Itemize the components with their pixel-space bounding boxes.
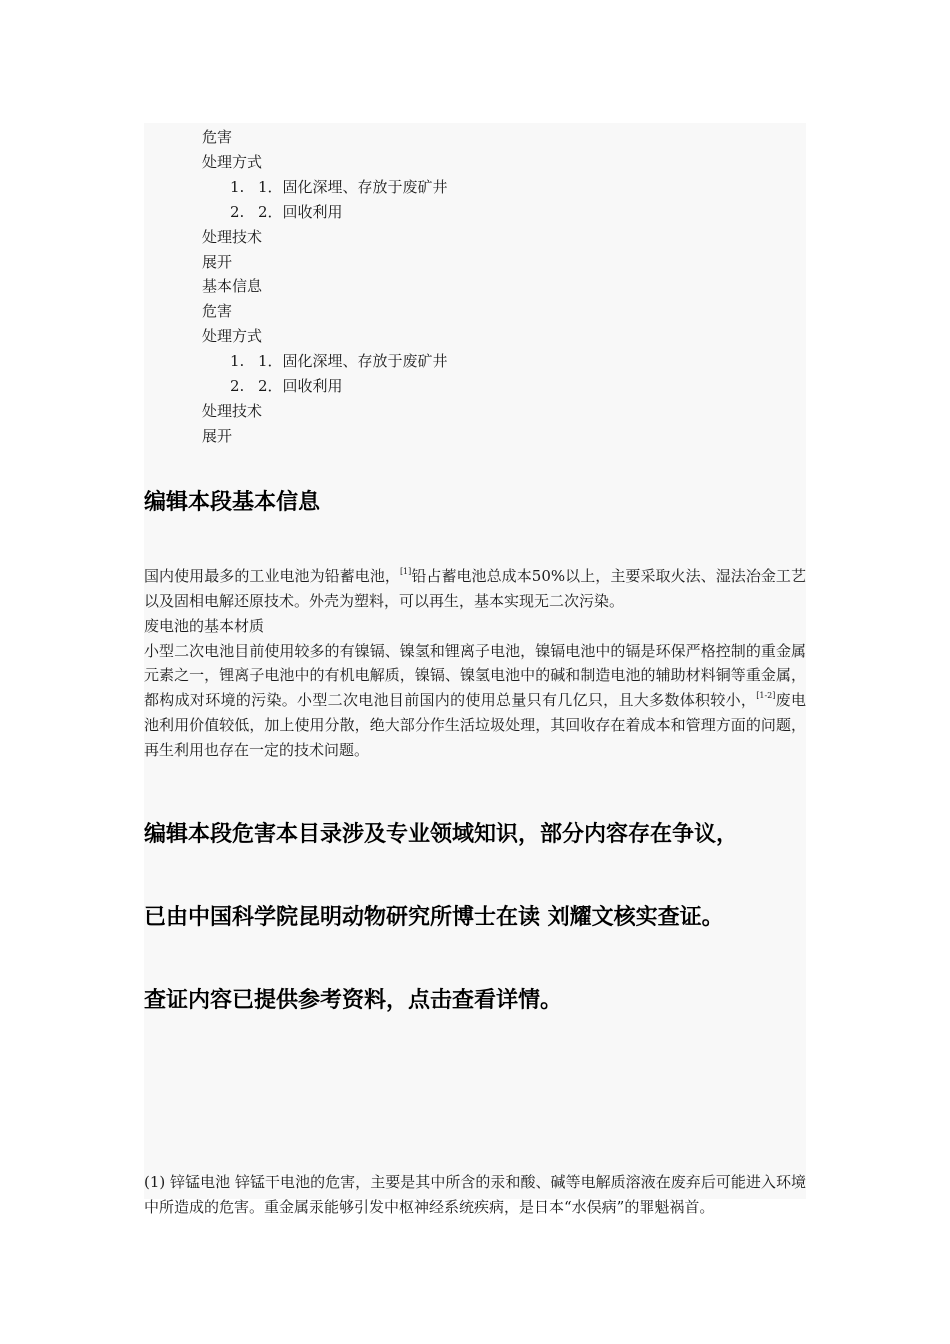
paragraph-lead-battery: [144, 564, 806, 614]
toc-subitem-label: 1．固化深埋、存放于废矿井: [258, 177, 448, 196]
toc-subitem-number: 2.: [230, 202, 245, 221]
toc-item-basic[interactable]: 基本信息: [202, 277, 263, 296]
reference-link[interactable]: [1]: [399, 566, 412, 576]
toc-item-method[interactable]: 处理方式: [202, 327, 263, 346]
paragraph-subtitle: 废电池的基本材质: [144, 616, 265, 635]
toc-subitem-number: 1.: [230, 352, 245, 371]
toc-item-tech[interactable]: 处理技术: [202, 401, 263, 420]
section-heading-harm: [144, 793, 806, 1042]
toc-subitem-number: 1.: [230, 177, 245, 196]
toc-subitem-bury[interactable]: [144, 175, 806, 200]
paragraph-text: 国内使用最多的工业电池为铅蓄电池，: [144, 566, 400, 585]
reference-link[interactable]: [1-2]: [756, 691, 776, 701]
paragraph-zinc-battery: (1) 锌锰电池 锌锰干电池的危害，主要是其中所含的汞和酸、碱等电解质溶液在废弃后可能进入环境中所造成的危害。重金属汞能够引发中枢神经系统疾病，是日本“水俣病”的罪魁祸首。: [144, 1173, 806, 1216]
toc-subitem-label: 2．回收利用: [258, 377, 343, 396]
toc-subitem-recycle[interactable]: [144, 200, 806, 225]
heading-line: 编辑本段危害本目录涉及专业领域知识，部分内容存在争议，: [144, 822, 739, 848]
toc-subitem-bury[interactable]: [144, 349, 806, 374]
toc-item-harm[interactable]: 危害: [202, 302, 233, 321]
toc-subitem-label: 2．回收利用: [258, 202, 343, 221]
section-heading-basic-info: 编辑本段基本信息: [144, 489, 321, 515]
toc-item-method[interactable]: 处理方式: [202, 152, 263, 171]
table-of-contents: [144, 123, 806, 449]
toc-subitem-recycle[interactable]: [144, 374, 806, 399]
article-content: [144, 123, 806, 1216]
toc-subitem-label: 1．固化深埋、存放于废矿井: [258, 352, 448, 371]
heading-line[interactable]: 查证内容已提供参考资料，点击查看详情。: [144, 988, 563, 1014]
toc-item-tech[interactable]: 处理技术: [202, 227, 263, 246]
toc-subitem-number: 2.: [230, 377, 245, 396]
heading-line: 已由中国科学院昆明动物研究所博士在读 刘耀文核实查证。: [144, 905, 724, 931]
paragraph-text: 铅占蓄电池总成本50%以上，主要采取火法、湿法冶金工艺以及固相电解还原技术。外壳为塑料，可以再生，基本实现无二次污染。: [144, 566, 806, 610]
toc-expand-link[interactable]: 展开: [202, 426, 233, 445]
toc-expand-link[interactable]: 展开: [202, 252, 233, 271]
paragraph-text: 废电池利用价值较低，加上使用分散，绝大部分作生活垃圾处理，其回收存在着成本和管理方面的问题，再生利用也存在一定的技术问题。: [144, 691, 806, 760]
paragraph-text: 小型二次电池目前使用较多的有镍镉、镍氢和锂离子电池，镍镉电池中的镉是环保严格控制的重金属元素之一，锂离子电池中的有机电解质，镍镉、镍氢电池中的碱和制造电池的辅助材料铜等重金属，都构成对环境的污染。小型二次电池目前国内的使用总量只有几亿只，且大多数体积较小，: [144, 641, 806, 710]
paragraph-secondary-battery: [144, 639, 806, 764]
toc-item-harm[interactable]: 危害: [202, 128, 233, 146]
